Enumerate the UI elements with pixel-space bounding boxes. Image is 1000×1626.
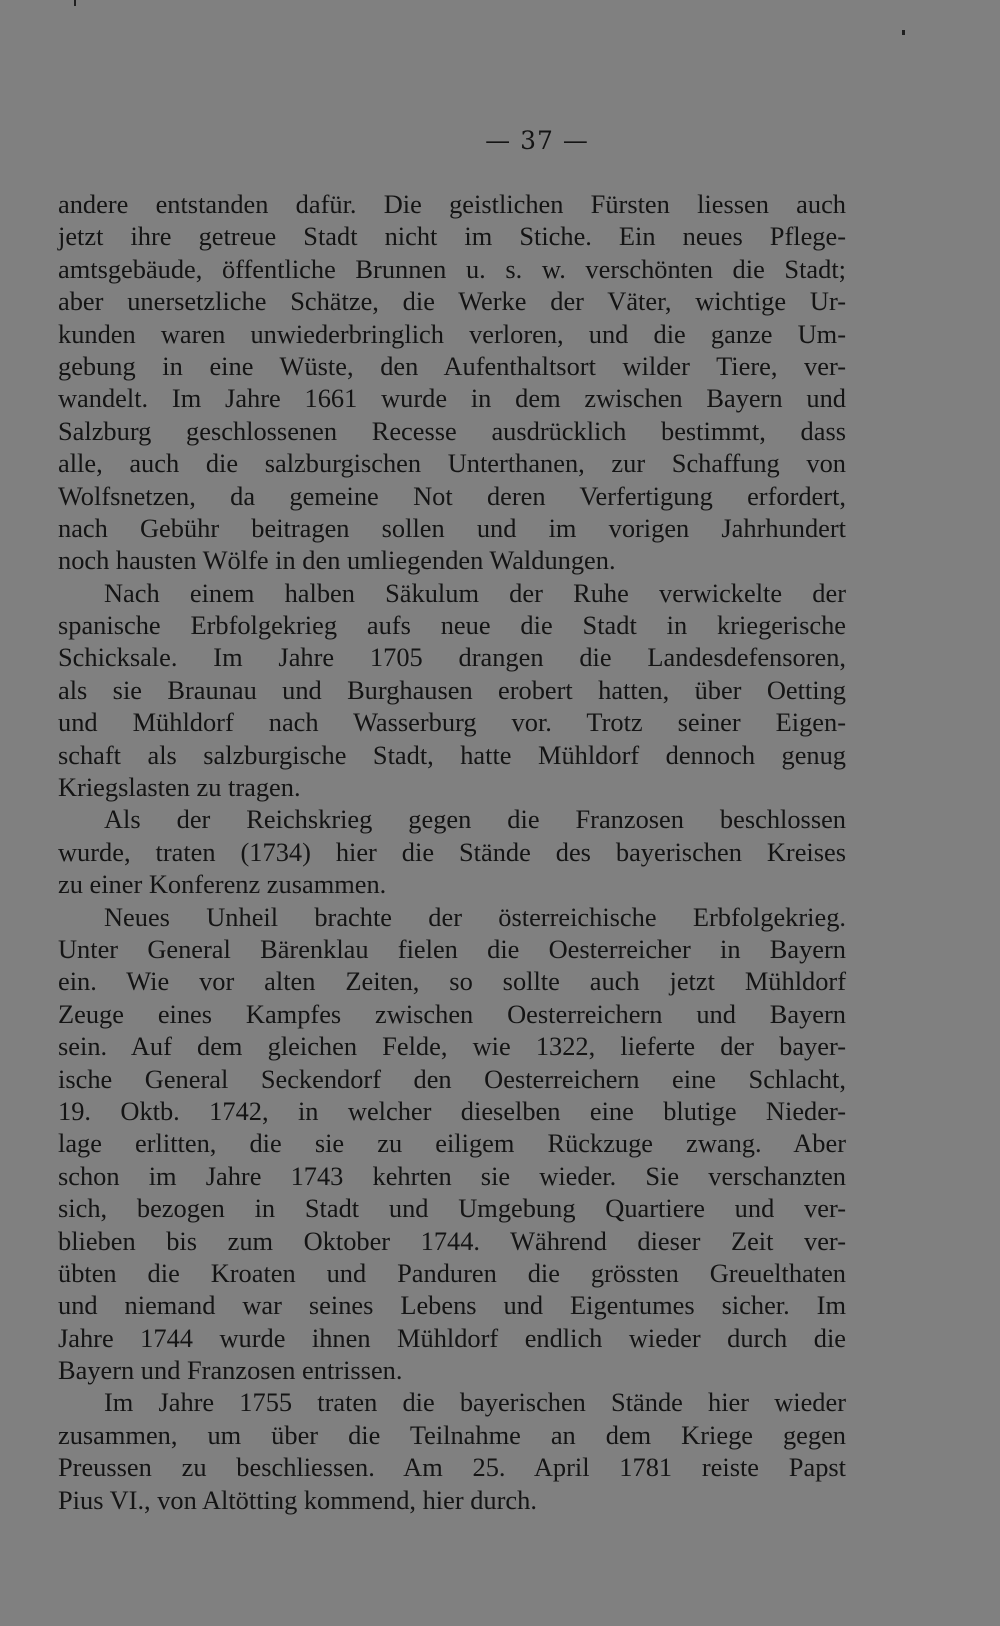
text-line: Salzburg geschlossenen Recesse ausdrücklich bestimmt, dass [58,415,846,446]
text-line: kunden waren unwiederbringlich verloren, und die ganze Um- [58,318,846,349]
text-line: sich, bezogen in Stadt und Umgebung Quartiere und ver- [58,1193,846,1224]
text-line: gebung in eine Wüste, den Aufenthaltsort wilder Tiere, ver- [58,350,846,381]
text-line: ein. Wie vor alten Zeiten, so sollte auch jetzt Mühldorf [58,966,846,997]
body-text [58,188,846,1516]
text-line: nach Gebühr beitragen sollen und im vorigen Jahrhundert [58,512,846,543]
text-line: Wolfsnetzen, da gemeine Not deren Verfertigung erfordert, [58,480,846,511]
text-line: Schicksale. Im Jahre 1705 drangen die Landesdefensoren, [58,642,846,673]
text-line: wurde, traten (1734) hier die Stände des bayerischen Kreises [58,836,846,867]
text-line: Jahre 1744 wurde ihnen Mühldorf endlich wieder durch die [58,1322,846,1353]
text-line: Pius VI., von Altötting kommend, hier durch. [58,1484,537,1515]
text-line: 19. Oktb. 1742, in welcher dieselben eine blutige Nieder- [58,1095,846,1126]
text-line: Nach einem halben Säkulum der Ruhe verwickelte der [104,577,846,608]
text-line: Bayern und Franzosen entrissen. [58,1355,403,1386]
speck-mark [74,0,76,6]
text-line: zu einer Konferenz zusammen. [58,869,387,900]
page-number-text: — 37 — [485,126,589,155]
text-line: andere entstanden dafür. Die geistlichen Fürsten liessen auch [58,189,846,219]
text-line: zusammen, um über die Teilnahme an dem Kriege gegen [58,1419,846,1450]
text-line: übten die Kroaten und Panduren die grössten Greuelthaten [58,1257,846,1288]
text-line: schon im Jahre 1743 kehrten sie wieder. Sie verschanzten [58,1160,846,1191]
text-line: Als der Reichskrieg gegen die Franzosen beschlossen [104,804,846,835]
text-line: ische General Seckendorf den Oesterreichern eine Schlacht, [58,1063,846,1094]
page-number [0,126,1000,155]
text-line: lage erlitten, die sie zu eiligem Rückzuge zwang. Aber [58,1128,846,1159]
text-line: aber unersetzliche Schätze, die Werke der Väter, wichtige Ur- [58,286,846,317]
text-line: jetzt ihre getreue Stadt nicht im Stiche. Ein neues Pflege- [58,221,846,252]
text-line: blieben bis zum Oktober 1744. Während dieser Zeit ver- [58,1225,846,1256]
text-line: schaft als salzburgische Stadt, hatte Mühldorf dennoch genug [58,739,846,770]
text-line: Preussen zu beschliessen. Am 25. April 1781 reiste Papst [58,1452,846,1483]
speck-mark [902,30,905,35]
text-line: als sie Braunau und Burghausen erobert hatten, über Oetting [58,674,846,705]
text-line: Unter General Bärenklau fielen die Oesterreicher in Bayern [58,933,846,964]
text-line: alle, auch die salzburgischen Unterthanen, zur Schaffung von [58,448,846,479]
text-line: und Mühldorf nach Wasserburg vor. Trotz seiner Eigen- [58,707,846,738]
text-line: Zeuge eines Kampfes zwischen Oesterreichern und Bayern [58,998,846,1029]
text-line: und niemand war seines Lebens und Eigentumes sicher. Im [58,1290,846,1321]
text-line: noch hausten Wölfe in den umliegenden Waldungen. [58,545,616,576]
text-line: spanische Erbfolgekrieg aufs neue die Stadt in kriegerische [58,610,846,641]
text-line: Im Jahre 1755 traten die bayerischen Stände hier wieder [104,1387,846,1418]
text-line: wandelt. Im Jahre 1661 wurde in dem zwischen Bayern und [58,383,846,414]
text-line: sein. Auf dem gleichen Felde, wie 1322, lieferte der bayer- [58,1031,846,1062]
text-line: amtsgebäude, öffentliche Brunnen u. s. w. verschönten die Stadt; [58,253,846,284]
text-line: Neues Unheil brachte der österreichische Erbfolgekrieg. [104,901,846,932]
text-line: Kriegslasten zu tragen. [58,772,301,803]
